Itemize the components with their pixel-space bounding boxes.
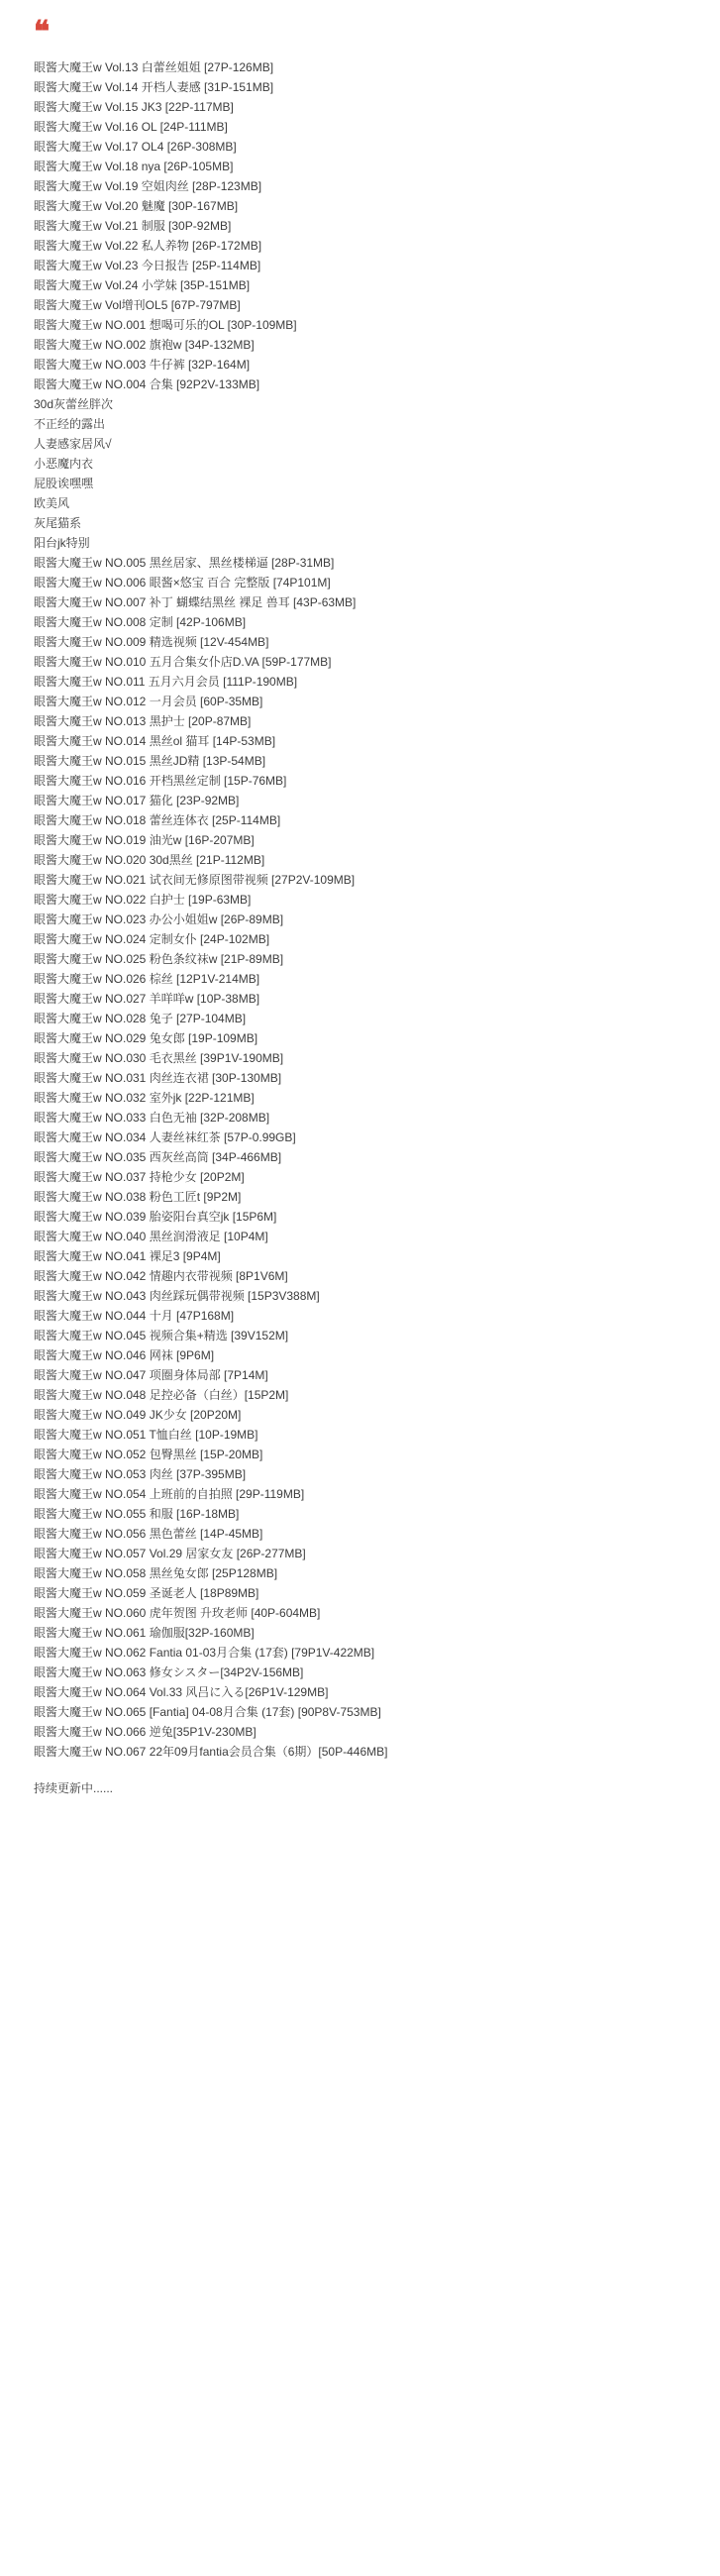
list-item[interactable]: 眼酱大魔王w NO.026 棕丝 [12P1V-214MB] — [34, 972, 260, 986]
list-item[interactable]: 眼酱大魔王w NO.015 黑丝JD精 [13P-54MB] — [34, 754, 266, 768]
list-item[interactable]: 眼酱大魔王w NO.052 包臀黑丝 [15P-20MB] — [34, 1448, 263, 1461]
list-item[interactable]: 眼酱大魔王w NO.033 白色无袖 [32P-208MB] — [34, 1111, 270, 1125]
list-item[interactable]: 眼酱大魔王w Vol.14 开档人妻感 [31P-151MB] — [34, 80, 274, 94]
list-item[interactable]: 眼酱大魔王w NO.024 定制女仆 [24P-102MB] — [34, 932, 270, 946]
list-item[interactable]: 不正经的露出 — [34, 417, 106, 431]
list-item[interactable]: 欧美风 — [34, 496, 70, 510]
list-item[interactable]: 眼酱大魔王w NO.063 修女シスター[34P2V-156MB] — [34, 1665, 304, 1679]
list-item[interactable]: 眼酱大魔王w NO.041 裸足3 [9P4M] — [34, 1249, 221, 1263]
list-item[interactable]: 眼酱大魔王w NO.006 眼酱×悠宝 百合 完整版 [74P101M] — [34, 576, 331, 590]
list-item[interactable]: 眼酱大魔王w NO.057 Vol.29 居家女友 [26P-277MB] — [34, 1547, 306, 1560]
list-item[interactable]: 眼酱大魔王w NO.022 白护士 [19P-63MB] — [34, 893, 252, 907]
list-item[interactable]: 眼酱大魔王w NO.034 人妻丝袜红茶 [57P-0.99GB] — [34, 1130, 296, 1144]
list-item[interactable]: 眼酱大魔王w NO.035 西灰丝高筒 [34P-466MB] — [34, 1150, 282, 1164]
list-item[interactable]: 阳台jk特别 — [34, 536, 90, 550]
list-item[interactable]: 眼酱大魔王w NO.048 足控必备（白丝）[15P2M] — [34, 1388, 289, 1402]
list-item[interactable]: 眼酱大魔王w Vol.18 nya [26P-105MB] — [34, 160, 234, 173]
list-item[interactable]: 眼酱大魔王w NO.007 补丁 蝴蝶结黑丝 裸足 兽耳 [43P-63MB] — [34, 595, 357, 609]
list-item[interactable]: 眼酱大魔王w NO.013 黑护士 [20P-87MB] — [34, 714, 252, 728]
list-item[interactable]: 眼酱大魔王w NO.029 兔女郎 [19P-109MB] — [34, 1031, 258, 1045]
list-item[interactable]: 眼酱大魔王w Vol.22 私人养物 [26P-172MB] — [34, 239, 262, 253]
list-item[interactable]: 眼酱大魔王w NO.039 胎姿阳台真空jk [15P6M] — [34, 1210, 277, 1224]
list-item[interactable]: 眼酱大魔王w NO.054 上班前的自拍照 [29P-119MB] — [34, 1487, 305, 1501]
list-item[interactable]: 30d灰蕾丝胖次 — [34, 397, 114, 411]
list-item[interactable]: 眼酱大魔王w NO.045 视频合集+精选 [39V152M] — [34, 1329, 289, 1342]
list-item[interactable]: 眼酱大魔王w Vol.21 制服 [30P-92MB] — [34, 219, 232, 233]
list-item[interactable]: 眼酱大魔王w NO.018 蕾丝连体衣 [25P-114MB] — [34, 813, 281, 827]
list-item[interactable]: 眼酱大魔王w NO.051 T恤白丝 [10P-19MB] — [34, 1428, 258, 1442]
resource-list — [28, 57, 692, 1762]
list-item[interactable]: 眼酱大魔王w Vol.15 JK3 [22P-117MB] — [34, 100, 234, 114]
list-item[interactable]: 眼酱大魔王w NO.037 持枪少女 [20P2M] — [34, 1170, 245, 1184]
list-item[interactable]: 眼酱大魔王w NO.061 瑜伽服[32P-160MB] — [34, 1626, 255, 1640]
list-item[interactable]: 眼酱大魔王w Vol.20 魅魔 [30P-167MB] — [34, 199, 239, 213]
list-item[interactable]: 眼酱大魔王w NO.047 项圈身体局部 [7P14M] — [34, 1368, 268, 1382]
list-item[interactable]: 眼酱大魔王w NO.043 肉丝踩玩偶带视频 [15P3V388M] — [34, 1289, 320, 1303]
list-item[interactable]: 眼酱大魔王w NO.058 黑丝兔女郎 [25P128MB] — [34, 1566, 278, 1580]
list-item[interactable]: 眼酱大魔王w NO.008 定制 [42P-106MB] — [34, 615, 247, 629]
quote-mark-icon: ❝ — [34, 16, 51, 49]
footer-note: 持续更新中...... — [34, 1781, 114, 1795]
list-item[interactable]: 眼酱大魔王w Vol.23 今日报告 [25P-114MB] — [34, 259, 261, 272]
list-item[interactable]: 眼酱大魔王w NO.027 羊咩咩w [10P-38MB] — [34, 992, 260, 1006]
list-item[interactable]: 眼酱大魔王w NO.012 一月会员 [60P-35MB] — [34, 695, 263, 708]
list-item[interactable]: 眼酱大魔王w NO.002 旗袍w [34P-132MB] — [34, 338, 255, 352]
list-item[interactable]: 小恶魔内衣 — [34, 457, 94, 471]
list-item[interactable]: 眼酱大魔王w NO.049 JK少女 [20P20M] — [34, 1408, 242, 1422]
list-item[interactable]: 眼酱大魔王w NO.025 粉色条纹袜w [21P-89MB] — [34, 952, 284, 966]
list-item[interactable]: 眼酱大魔王w NO.028 兔子 [27P-104MB] — [34, 1012, 247, 1025]
list-item[interactable]: 眼酱大魔王w NO.064 Vol.33 风吕に入る[26P1V-129MB] — [34, 1685, 329, 1699]
list-item[interactable]: 眼酱大魔王w NO.011 五月六月会员 [111P-190MB] — [34, 675, 298, 689]
list-item[interactable]: 眼酱大魔王w Vol.17 OL4 [26P-308MB] — [34, 140, 237, 154]
list-item[interactable]: 屁股诶嘿嘿 — [34, 477, 94, 490]
list-item[interactable]: 眼酱大魔王w NO.067 22年09月fantia会员合集（6期）[50P-446MB] — [34, 1745, 388, 1759]
list-item[interactable]: 眼酱大魔王w NO.066 逆兔[35P1V-230MB] — [34, 1725, 257, 1739]
list-item[interactable]: 眼酱大魔王w NO.040 黑丝润滑液足 [10P4M] — [34, 1230, 268, 1243]
list-item[interactable]: 眼酱大魔王w NO.005 黑丝居家、黑丝楼梯逼 [28P-31MB] — [34, 556, 335, 570]
list-item[interactable]: 眼酱大魔王w NO.030 毛衣黑丝 [39P1V-190MB] — [34, 1051, 284, 1065]
list-item[interactable]: 眼酱大魔王w NO.014 黑丝ol 猫耳 [14P-53MB] — [34, 734, 276, 748]
list-item[interactable]: 眼酱大魔王w NO.038 粉色工匠t [9P2M] — [34, 1190, 242, 1204]
list-item[interactable]: 眼酱大魔王w NO.031 肉丝连衣裙 [30P-130MB] — [34, 1071, 282, 1085]
list-item[interactable]: 眼酱大魔王w NO.060 虎年贺图 升玫老师 [40P-604MB] — [34, 1606, 321, 1620]
list-item[interactable]: 眼酱大魔王w NO.044 十月 [47P168M] — [34, 1309, 235, 1323]
list-item[interactable]: 眼酱大魔王w NO.020 30d黑丝 [21P-112MB] — [34, 853, 265, 867]
list-item[interactable]: 眼酱大魔王w NO.009 精选视频 [12V-454MB] — [34, 635, 269, 649]
list-item[interactable]: 眼酱大魔王w Vol.16 OL [24P-111MB] — [34, 120, 228, 134]
list-item[interactable]: 眼酱大魔王w Vol.19 空姐肉丝 [28P-123MB] — [34, 179, 262, 193]
list-item[interactable]: 眼酱大魔王w NO.056 黑色蕾丝 [14P-45MB] — [34, 1527, 263, 1541]
list-item[interactable]: 眼酱大魔王w NO.016 开档黑丝定制 [15P-76MB] — [34, 774, 287, 788]
list-item[interactable]: 眼酱大魔王w NO.021 试衣间无修原图带视频 [27P2V-109MB] — [34, 873, 356, 887]
list-item[interactable]: 眼酱大魔王w NO.010 五月合集女仆店D.VA [59P-177MB] — [34, 655, 332, 669]
list-item[interactable]: 灰尾猫系 — [34, 516, 82, 530]
list-item[interactable]: 眼酱大魔王w NO.023 办公小姐姐w [26P-89MB] — [34, 912, 284, 926]
list-item[interactable]: 眼酱大魔王w NO.004 合集 [92P2V-133MB] — [34, 377, 260, 391]
list-item[interactable]: 眼酱大魔王w NO.032 室外jk [22P-121MB] — [34, 1091, 255, 1105]
list-item[interactable]: 眼酱大魔王w NO.042 情趣内衣带视频 [8P1V6M] — [34, 1269, 288, 1283]
list-item[interactable]: 眼酱大魔王w NO.001 想喝可乐的OL [30P-109MB] — [34, 318, 297, 332]
list-item[interactable]: 眼酱大魔王w NO.065 [Fantia] 04-08月合集 (17套) [90P8V-753MB] — [34, 1705, 381, 1719]
list-item[interactable]: 眼酱大魔王w Vol.24 小学妹 [35P-151MB] — [34, 278, 251, 292]
list-item[interactable]: 眼酱大魔王w NO.055 和服 [16P-18MB] — [34, 1507, 240, 1521]
list-item[interactable]: 眼酱大魔王w NO.059 圣诞老人 [18P89MB] — [34, 1586, 259, 1600]
list-item[interactable]: 眼酱大魔王w NO.003 牛仔裤 [32P-164M] — [34, 358, 251, 372]
list-item[interactable]: 眼酱大魔王w NO.017 猫化 [23P-92MB] — [34, 794, 240, 807]
list-item[interactable]: 眼酱大魔王w Vol增刊OL5 [67P-797MB] — [34, 298, 241, 312]
list-item[interactable]: 眼酱大魔王w NO.053 肉丝 [37P-395MB] — [34, 1467, 247, 1481]
list-item[interactable]: 眼酱大魔王w NO.046 网袜 [9P6M] — [34, 1348, 215, 1362]
list-item[interactable]: 眼酱大魔王w NO.019 油光w [16P-207MB] — [34, 833, 255, 847]
list-item[interactable]: 眼酱大魔王w Vol.13 白蕾丝姐姐 [27P-126MB] — [34, 60, 274, 74]
list-item[interactable]: 人妻感家居风√ — [34, 437, 112, 451]
list-item[interactable]: 眼酱大魔王w NO.062 Fantia 01-03月合集 (17套) [79P1V-422MB] — [34, 1646, 375, 1660]
